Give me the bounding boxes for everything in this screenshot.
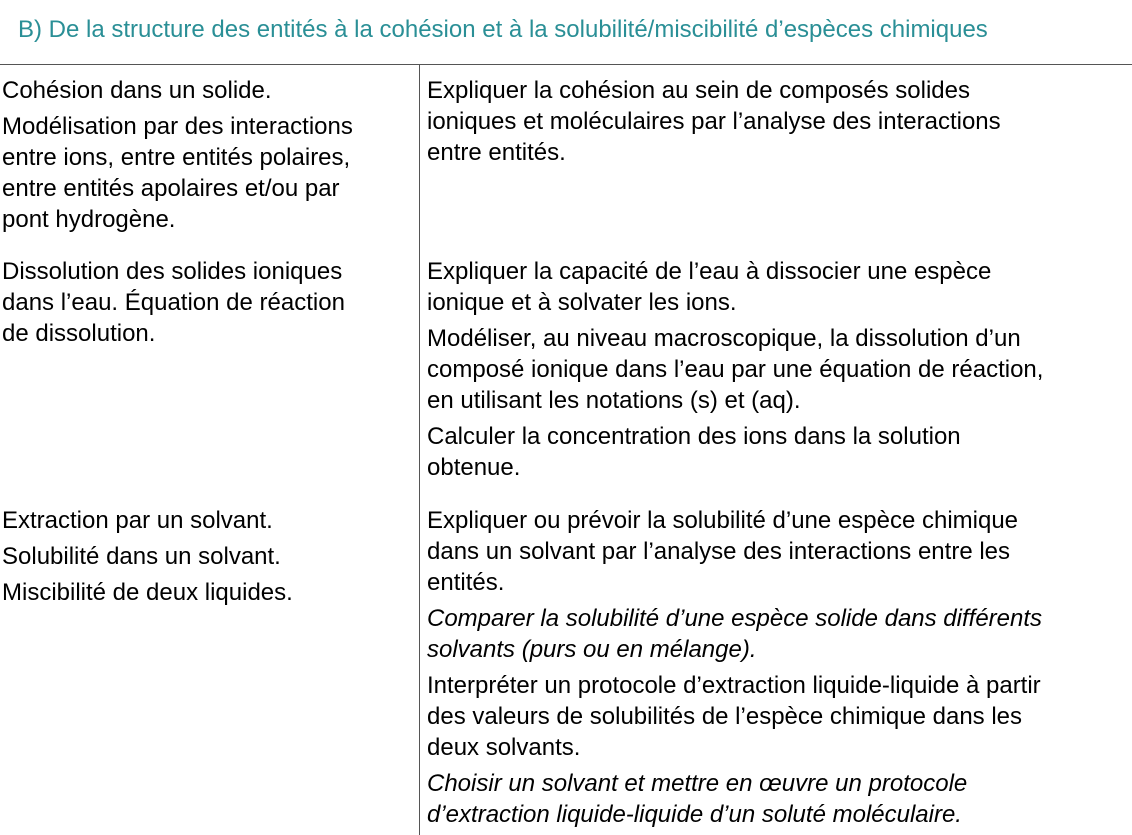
notions-cell [2,75,410,240]
notions-cell [2,256,410,354]
capacity-text-experimental: Choisir un solvant et mettre en œuvre un protocole d’extraction liquide-liquide d’un soluté moléculaire. [427,770,968,828]
notion-text: Extraction par un solvant. [2,507,273,534]
notion-text: Solubilité dans un solvant. [2,543,281,570]
notion-text: Modélisation par des interactions entre ions, entre entités polaires, entre entités apolaires et/ou par pont hydrogène. [2,113,353,233]
notion-text: Cohésion dans un solide. [2,77,272,104]
capacity-text: Expliquer ou prévoir la solubilité d’une espèce chimique dans un solvant par l’analyse des interactions entre les entités. [427,507,1019,596]
notions-cell [2,505,410,613]
capacities-cell [427,505,1132,835]
capacities-cell [427,75,1132,173]
capacity-text: Expliquer la capacité de l’eau à dissocier une espèce ionique et à solvater les ions. [427,258,992,316]
table-top-rule [0,64,1132,65]
notion-text: Miscibilité de deux liquides. [2,579,293,606]
column-divider [419,65,420,835]
notion-text: Dissolution des solides ioniques dans l’eau. Équation de réaction de dissolution. [2,258,345,347]
capacities-cell [427,256,1132,488]
capacity-text-experimental: Comparer la solubilité d’une espèce solide dans différents solvants (purs ou en mélange). [427,605,1043,663]
capacity-text: Interpréter un protocole d’extraction liquide-liquide à partir des valeurs de solubilités de l’espèce chimique dans les deux solvants. [427,672,1041,761]
capacity-text: Expliquer la cohésion au sein de composés solides ioniques et moléculaires par l’analyse des interactions entre entités. [427,77,1001,166]
section-title: B) De la structure des entités à la cohésion et à la solubilité/miscibilité d’espèces chimiques [18,16,988,43]
capacity-text: Modéliser, au niveau macroscopique, la dissolution d’un composé ionique dans l’eau par une équation de réaction, en utilisant les notations (s) et (aq). [427,325,1044,414]
capacity-text: Calculer la concentration des ions dans la solution obtenue. [427,423,961,481]
